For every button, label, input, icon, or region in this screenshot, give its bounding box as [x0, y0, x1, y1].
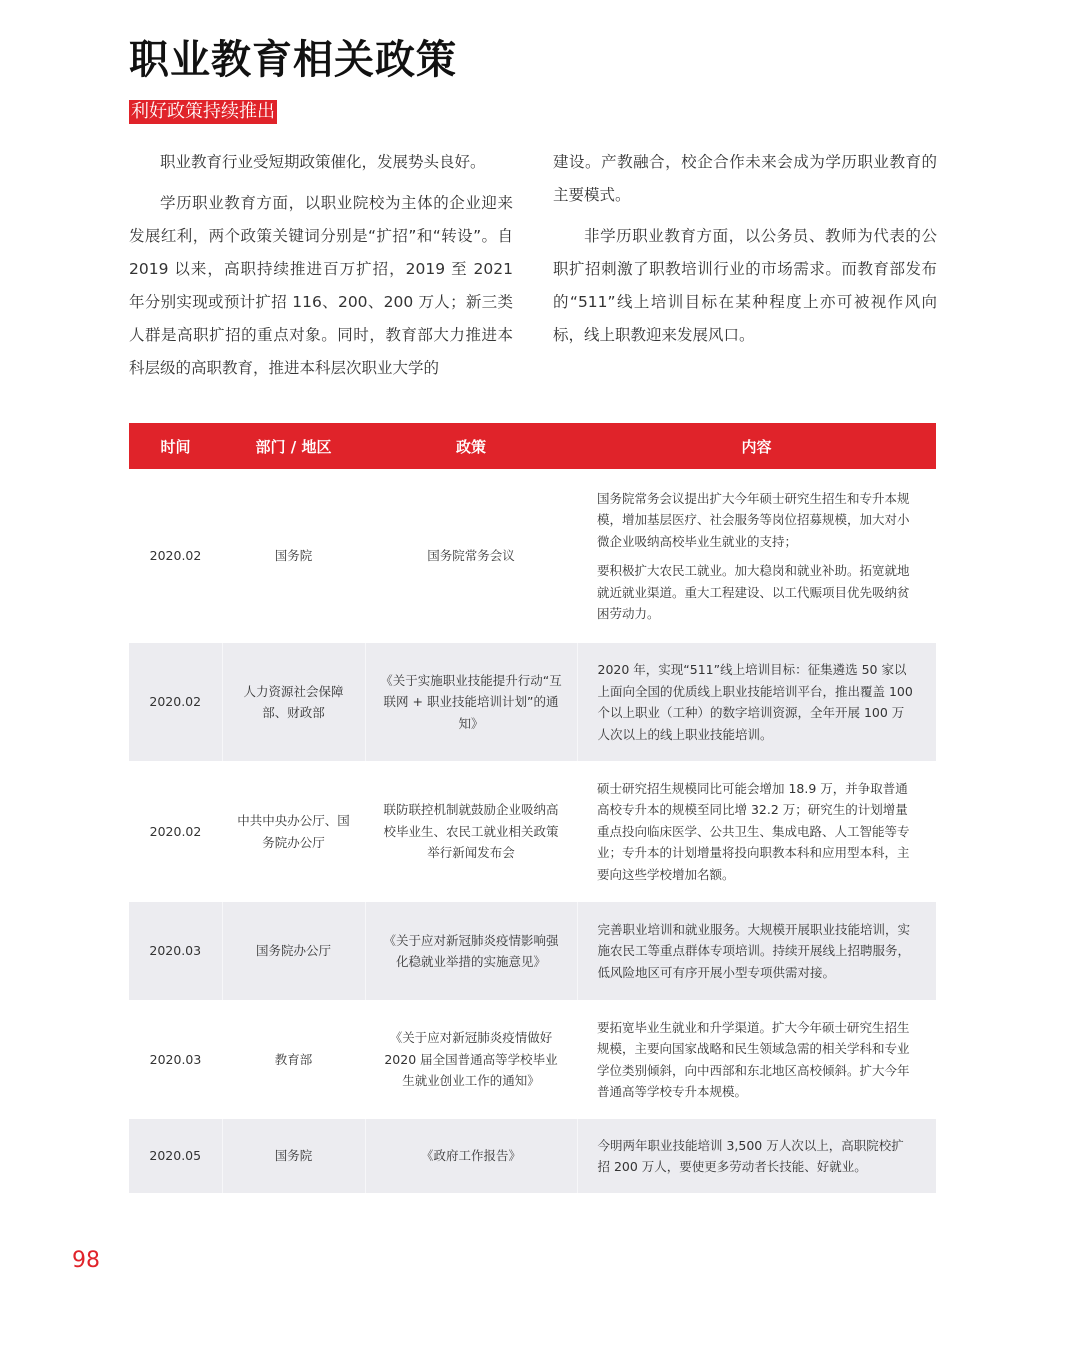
cell-department: 国务院办公厅 [222, 902, 365, 1000]
cell-content [577, 643, 936, 761]
cell-policy: 《关于应对新冠肺炎疫情影响强化稳就业举措的实施意见》 [365, 902, 577, 1000]
cell-content [577, 761, 936, 902]
cell-department: 国务院 [222, 1119, 365, 1193]
cell-time: 2020.03 [129, 902, 222, 1000]
table-row [129, 1000, 936, 1119]
page-number: 98 [72, 1248, 100, 1273]
cell-time: 2020.03 [149, 1051, 202, 1067]
body-paragraph: 职业教育行业受短期政策催化，发展势头良好。 [160, 153, 486, 171]
body-column-right [553, 146, 937, 360]
table-row [129, 902, 936, 1000]
table-row [129, 469, 936, 643]
cell-department: 人力资源社会保障部、财政部 [222, 643, 365, 761]
section-subtitle-badge: 利好政策持续推出 [131, 101, 275, 122]
table-row [129, 761, 936, 902]
cell-time: 2020.05 [129, 1119, 222, 1193]
cell-policy: 《关于实施职业技能提升行动“互联网 + 职业技能培训计划”的通知》 [365, 643, 577, 761]
cell-content [577, 469, 936, 643]
table-row [129, 643, 936, 761]
header-content: 内容 [577, 423, 936, 469]
content-paragraph: 今明两年职业技能培训 3,500 万人次以上，高职院校扩招 200 万人，要使更多劳动者长技能、好就业。 [597, 1137, 904, 1174]
cell-content [577, 1119, 936, 1193]
cell-department: 国务院 [274, 548, 313, 564]
header-time: 时间 [129, 423, 222, 469]
cell-time: 2020.02 [129, 643, 222, 761]
header-policy: 政策 [365, 423, 577, 469]
cell-time: 2020.02 [149, 548, 202, 564]
cell-policy: 国务院常务会议 [427, 548, 515, 564]
header-department: 部门 / 地区 [222, 423, 365, 469]
content-paragraph: 国务院常务会议提出扩大今年硕士研究生招生和专升本规模，增加基层医疗、社会服务等岗位招募规模，加大对小微企业吸纳高校毕业生就业的支持； [597, 490, 910, 549]
policy-table [129, 423, 936, 1193]
body-paragraph: 建设。产教融合，校企合作未来会成为学历职业教育的主要模式。 [553, 153, 937, 204]
page-title: 职业教育相关政策 [129, 37, 457, 83]
cell-department: 中共中央办公厅、国务院办公厅 [237, 813, 350, 850]
body-paragraph: 非学历职业教育方面，以公务员、教师为代表的公职扩招刺激了职教培训行业的市场需求。而教育部发布的“511”线上培训目标在某种程度上亦可被视作风向标，线上职教迎来发展风口。 [553, 227, 937, 344]
cell-policy: 联防联控机制就鼓励企业吸纳高校毕业生、农民工就业相关政策举行新闻发布会 [383, 802, 559, 861]
content-paragraph: 硕士研究招生规模同比可能会增加 18.9 万，并争取普通高校专升本的规模至同比增 32.2 万；研究生的计划增量重点投向临床医学、公共卫生、集成电路、人工智能等专业；专升本的计划增量将投向职教本科和应用型本科，主要向这些学校增加名额。 [597, 780, 910, 882]
content-paragraph: 完善职业培训和就业服务。大规模开展职业技能培训，实施农民工等重点群体专项培训。持续开展线上招聘服务，低风险地区可有序开展小型专项供需对接。 [597, 921, 911, 980]
table-row [129, 1119, 936, 1193]
cell-policy: 《政府工作报告》 [365, 1119, 577, 1193]
content-paragraph: 2020 年，实现“511”线上培训目标：征集遴选 50 家以上面向全国的优质线上职业技能培训平台，推出覆盖 100 个以上职业（工种）的数字培训资源，全年开展 100 万人次以上的线上职业技能培训。 [597, 662, 913, 742]
table-header-row [129, 423, 936, 469]
body-column-left [129, 146, 513, 393]
content-paragraph: 要拓宽毕业生就业和升学渠道。扩大今年硕士研究生招生规模，主要向国家战略和民生领域急需的相关学科和专业学位类别倾斜，向中西部和东北地区高校倾斜。扩大今年普通高等学校专升本规模。 [597, 1019, 910, 1099]
cell-content [577, 1000, 936, 1119]
cell-content [577, 902, 936, 1000]
cell-policy: 《关于应对新冠肺炎疫情做好 2020 届全国普通高等学校毕业生就业创业工作的通知》 [384, 1030, 558, 1089]
content-paragraph: 要积极扩大农民工就业。加大稳岗和就业补助。拓宽就地就近就业渠道。重大工程建设、以工代赈项目优先吸纳贫困劳动力。 [597, 563, 910, 621]
body-paragraph: 学历职业教育方面，以职业院校为主体的企业迎来发展红利，两个政策关键词分别是“扩招”和“转设”。自 2019 以来，高职持续推进百万扩招，2019 至 2021 年分别实现或预计扩招 116、200、200 万人；新三类人群是高职扩招的重点对象。同时，教育部大力推进本科层级的高职教育，推进本科层次职业大学的 [129, 194, 513, 377]
cell-time: 2020.02 [149, 823, 202, 839]
cell-department: 教育部 [274, 1051, 313, 1067]
